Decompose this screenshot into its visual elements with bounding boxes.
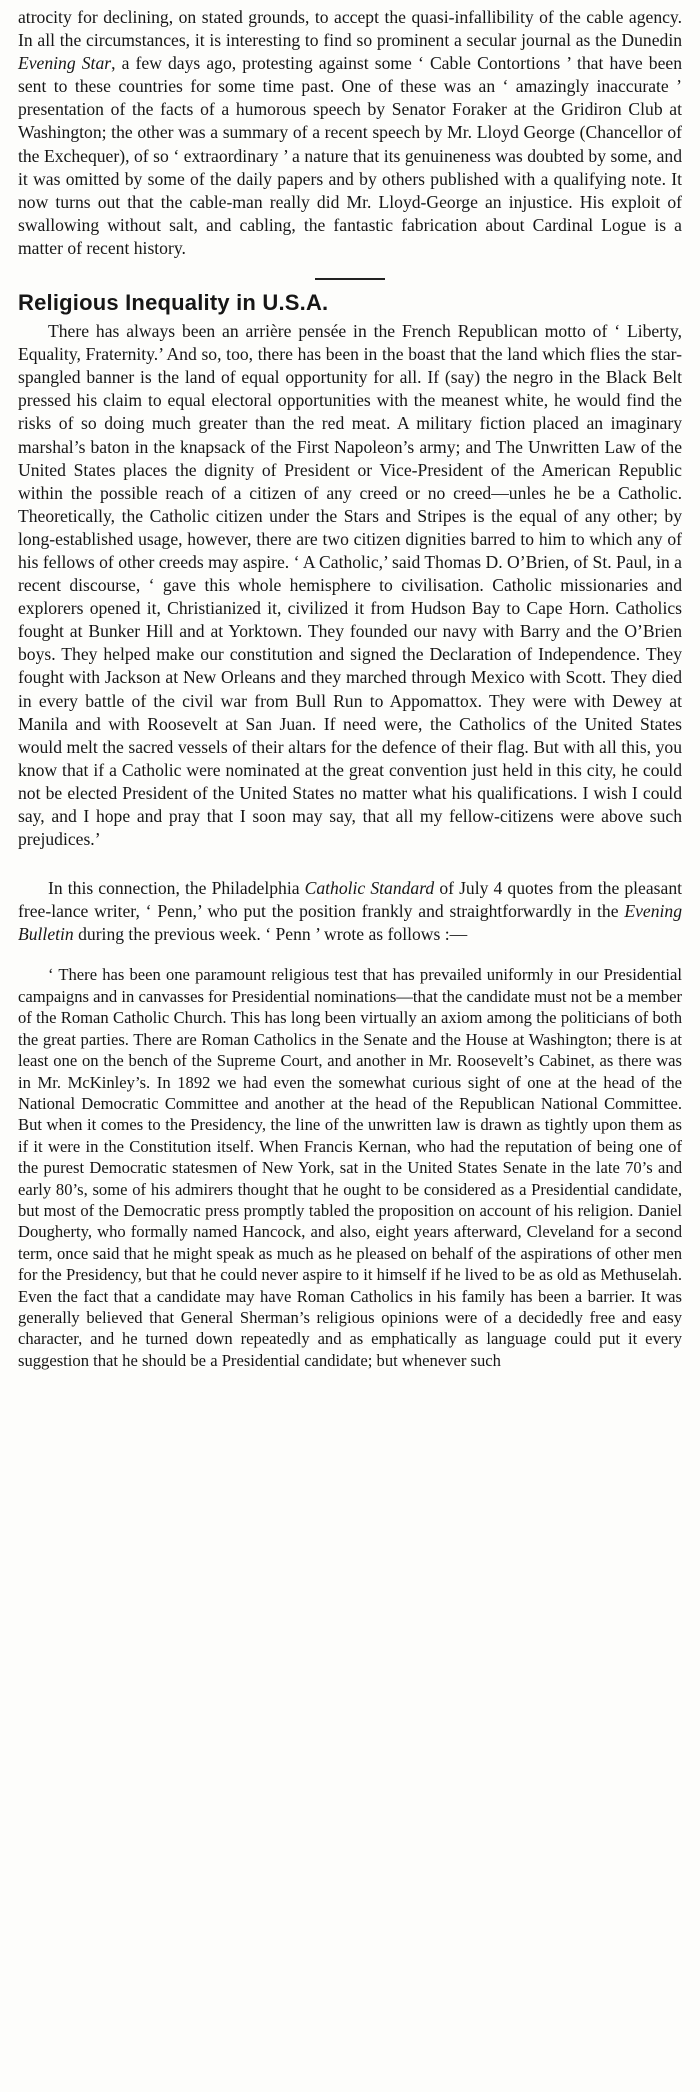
text-run: during the previous week. ‘ Penn ’ wrote as follows :— (73, 924, 468, 945)
italic-title: Evening Star (18, 53, 112, 74)
text-run: of July 4 quotes from the pleasant free-lance writer, ‘ Penn,’ who put the position frankly and straightforwardly in the (18, 878, 682, 922)
text-run: atrocity for declining, on stated grounds, to accept the quasi-infallibility of the cable agency. In all the circumstances, it is interesting to find so prominent a secular journal as the Dunedin (18, 7, 682, 51)
paragraph-gap (18, 851, 682, 877)
section-divider (315, 278, 385, 280)
text-run: There has always been an arrière pensée in the French Republican motto of ‘ Liberty, Equality, Fraternity.’ And so, too, there has been in the boast that the land which flies the star-spangled banner is the land of equal opportunity for all. If (say) the negro in the Black Belt pressed his claim to equal electoral opportunities with the meanest white, he would find the risks of so doing much greater than the red meat. A military fiction placed an imaginary marshal’s baton in the knapsack of the First Napoleon’s army; and The Unwritten Law of the United States places the dignity of President or Vice-President of the American Republic within the possible reach of a citizen of any creed or no creed—unles he be a Catholic. Theoretically, the Catholic citizen under the Stars and Stripes is the equal of any other; by long-established usage, however, there are two citizen dignities barred to him to which any of his fellows of other creeds may aspire. ‘ A Catholic,’ said Thomas D. O’Brien, of St. Paul, in a recent discourse, ‘ gave this whole hemisphere to civilisation. Catholic missionaries and explorers opened it, Christianized it, civilized it from Hudson Bay to Cape Horn. Catholics fought at Bunker Hill and at Yorktown. They founded our navy with Barry and the O’Brien boys. They helped make our constitution and signed the Declaration of Independence. They fought with Jackson at New Orleans and they marched through Mexico with Scott. They died in every battle of the civil war from Bull Run to Appomattox. They were with Dewey at Manila and with Roosevelt at San Juan. If need were, the Catholics of the United States would melt the sacred vessels of their altars for the defence of their flag. But with all this, you know that if a Catholic were nominated at the great convention just held in this city, he could not be elected President of the United States no matter what his qualifications. I wish I could say, and I hope and pray that I soon may say, that all my fellow-citizens were above such prejudices.’ (18, 321, 682, 850)
intro-paragraph (18, 6, 682, 260)
italic-title: Evening Bulletin (18, 901, 682, 945)
text-run: , a few days ago, protesting against some ‘ Cable Contortions ’ that have been sent to these countries for some time past. One of these was an ‘ amazingly inaccurate ’ presentation of the facts of a humorous speech by Senator Foraker at the Gridiron Club at Washington; the other was a summary of a recent speech by Mr. Lloyd George (Chancellor of the Exchequer), of so ‘ extraordinary ’ a nature that its genuineness was doubted by some, and it was omitted by some of the daily papers and by others published with a qualifying note. It now turns out that the cable-man really did Mr. Lloyd-George an injustice. His exploit of swallowing without salt, and cabling, the fantastic fabrication about Cardinal Logue is a matter of recent history. (18, 53, 682, 258)
text-run: In this connection, the Philadelphia (48, 878, 305, 899)
text-run: ‘ There has been one paramount religious test that has prevailed uniformly in our Presidential campaigns and in canvasses for Presidential nominations—that the candidate must not be a member of the Roman Catholic Church. This has long been virtually an axiom among the politicians of both the great parties. There are Roman Catholics in the Senate and the House at Washington; there is at least one on the bench of the Supreme Court, and another in Mr. Roosevelt’s Cabinet, as there was in Mr. McKinley’s. In 1892 we had even the somewhat curious sight of one at the head of the National Democratic Committee and another at the head of the Republican National Committee. But when it comes to the Presidency, the line of the unwritten law is drawn as tightly upon them as if it were in the Constitution itself. When Francis Kernan, who had the reputation of being one of the purest Democratic statesmen of New York, sat in the United States Senate in the late 70’s and early 80’s, some of his admirers thought that he ought to be considered as a Presidential candidate, but most of the Democratic press promptly tabled the proposition on account of his religion. Daniel Dougherty, who formally named Hancock, and also, eight years afterward, Cleveland for a second term, once said that he might speak as much as he pleased on behalf of the aspirations of other men for the Presidency, but that he could never aspire to it himself if he lived to be as old as Methuselah. Even the fact that a candidate may have Roman Catholics in his family has been a barrier. It was generally believed that General Sherman’s religious opinions were of a decidedly free and easy character, and he turned down repeatedly and as emphatically as language could put it every suggestion that he should be a Presidential candidate; but whenever such (18, 965, 682, 1370)
article-heading: Religious Inequality in U.S.A. (18, 290, 329, 316)
italic-title: Catholic Standard (304, 878, 435, 899)
article-paragraph-1 (18, 320, 682, 851)
quoted-passage (18, 964, 682, 1371)
article-paragraph-2 (18, 877, 682, 946)
